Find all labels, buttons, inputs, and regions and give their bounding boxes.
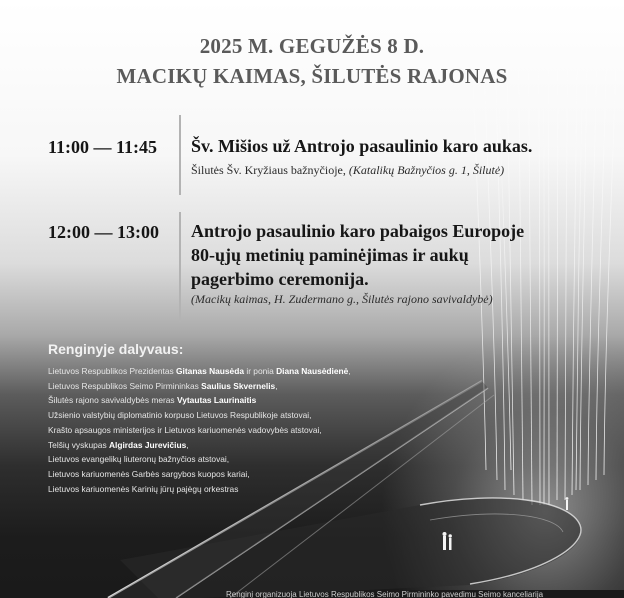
participant-row: Lietuvos kariuomenės Karinių jūrų pajėgų orkestras — [48, 483, 239, 494]
participant-row: Telšių vyskupas Algirdas Jurevičius, — [48, 439, 189, 450]
participants-title: Renginyje dalyvaus: — [48, 341, 184, 357]
event-location-detail — [191, 292, 493, 307]
event-location-detail — [191, 163, 504, 178]
event-title — [191, 134, 532, 158]
divider-line — [179, 212, 181, 322]
participant-row: Lietuvos kariuomenės Garbės sargybos kuopos kariai, — [48, 468, 250, 479]
event-title-line: Antrojo pasaulinio karo pabaigos Europoje — [191, 221, 525, 241]
event-location: MACIKŲ KAIMAS, ŠILUTĖS RAJONAS — [116, 64, 508, 88]
event-title-line: pagerbimo ceremonija. — [191, 269, 369, 289]
divider-line — [179, 115, 181, 195]
organizer-note: Renginį organizuoja Lietuvos Respublikos Seimo Pirmininko pavedimu Seimo kanceliarija — [226, 590, 544, 598]
event-location-plain: Šilutės Šv. Kryžiaus bažnyčioje, — [191, 163, 349, 177]
participant-row: Lietuvos Respublikos Seimo Pirmininkas Saulius Skvernelis, — [48, 380, 278, 391]
participant-row: Krašto apsaugos ministerijos ir Lietuvos kariuomenės vadovybės atstovai, — [48, 424, 322, 435]
event-title — [191, 219, 524, 291]
participant-row: Lietuvos Respublikos Prezidentas Gitanas Nausėda ir ponia Diana Nausėdienė, — [48, 366, 351, 376]
participant-row: Užsienio valstybių diplomatinio korpuso Lietuvos Respublikoje atstovai, — [48, 410, 312, 421]
event-date: 2025 M. GEGUŽĖS 8 D. — [199, 34, 425, 58]
participants-list — [48, 364, 351, 496]
participant-row: Šilutės rajono savivaldybės meras Vytautas Laurinaitis — [48, 395, 257, 406]
event-title-line: Šv. Mišios už Antrojo pasaulinio karo aukas. — [191, 136, 533, 156]
event-title-line: 80-ųjų metinių paminėjimas ir aukų — [191, 245, 469, 265]
event-time: 12:00 — 13:00 — [48, 222, 159, 242]
event-time: 11:00 — 11:45 — [48, 137, 158, 157]
participant-row: Lietuvos evangelikų liuteronų bažnyčios atstovai, — [48, 454, 230, 465]
event-location-address: (Macikų kaimas, H. Zudermano g., Šilutės rajono savivaldybė) — [191, 292, 493, 306]
event-location-address: (Katalikų Bažnyčios g. 1, Šilutė) — [348, 163, 505, 177]
